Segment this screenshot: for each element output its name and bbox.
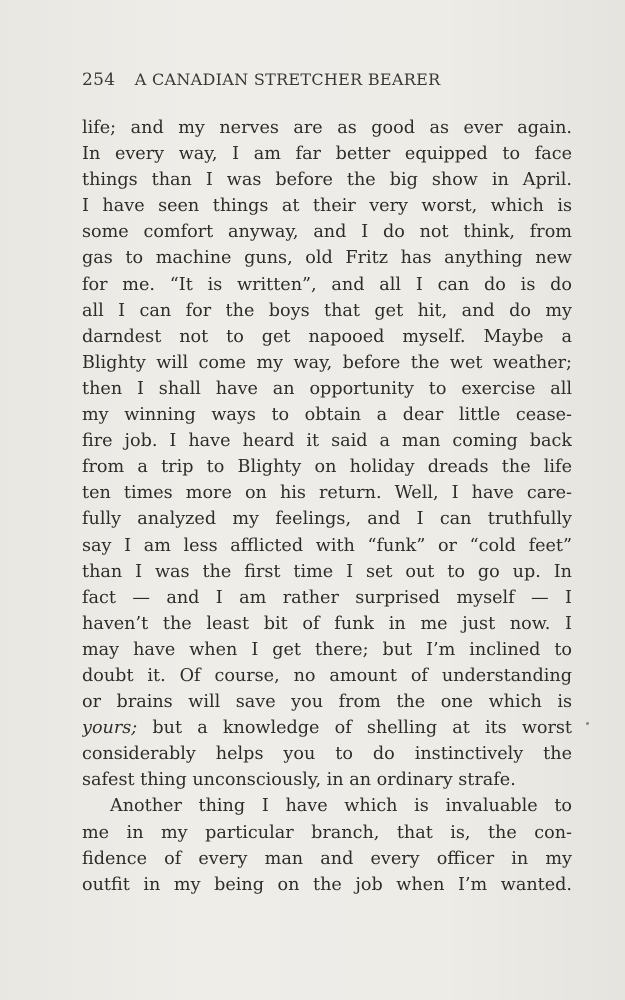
page-number: 254 (82, 70, 116, 90)
text-line: may have when I get there; but I’m inclined to (82, 639, 572, 660)
text-line: haven’t the least bit of funk in me just now. I (82, 613, 572, 634)
text-line: darndest not to get napooed myself. Maybe a (82, 326, 572, 347)
text-line: than I was the first time I set out to go up. In (82, 561, 572, 582)
text-line: gas to machine guns, old Fritz has anything new (82, 248, 572, 269)
text-line: some comfort anyway, and I do not think, from (82, 222, 572, 243)
running-head (82, 70, 542, 90)
text-line: Blighty will come my way, before the wet weather; (82, 352, 572, 373)
text-line-rest: but a knowledge of shelling at its worst (137, 718, 572, 739)
text-line: fidence of every man and every officer in my (82, 848, 572, 869)
text-line: life; and my nerves are as good as ever again. (82, 118, 572, 138)
page-speck (586, 722, 589, 725)
text-line: safest thing unconsciously, in an ordinary strafe. (82, 770, 516, 791)
text-line: say I am less afflicted with “funk” or “cold feet” (82, 535, 572, 556)
text-line: then I shall have an opportunity to exercise all (82, 378, 572, 399)
text-line: me in my particular branch, that is, the con- (82, 822, 572, 843)
text-line: all I can for the boys that get hit, and do my (82, 300, 572, 321)
text-line: Another thing I have which is invaluable to (110, 796, 572, 817)
text-line: doubt it. Of course, no amount of understanding (82, 665, 572, 686)
text-line: fire job. I have heard it said a man coming back (82, 431, 572, 452)
text-line: ten times more on his return. Well, I have care- (82, 483, 572, 504)
body-text (82, 115, 572, 898)
text-line: considerably helps you to do instinctively the (82, 744, 572, 765)
text-line: fully analyzed my feelings, and I can truthfully (82, 509, 572, 530)
italic-word: yours; (82, 718, 138, 739)
text-line: my winning ways to obtain a dear little cease- (82, 405, 572, 426)
text-line: things than I was before the big show in April. (82, 170, 572, 191)
text-line: I have seen things at their very worst, which is (82, 196, 572, 217)
text-line: or brains will save you from the one which is (82, 692, 572, 713)
text-line: fact — and I am rather surprised myself — I (82, 587, 572, 608)
text-line-with-italic (82, 715, 572, 741)
text-line: for me. “It is written”, and all I can do is do (82, 274, 572, 295)
text-line: outfit in my being on the job when I’m wanted. (82, 874, 572, 895)
text-line: In every way, I am far better equipped to face (82, 144, 572, 165)
running-title: A CANADIAN STRETCHER BEARER (134, 70, 441, 89)
text-line: from a trip to Blighty on holiday dreads the life (82, 457, 572, 478)
